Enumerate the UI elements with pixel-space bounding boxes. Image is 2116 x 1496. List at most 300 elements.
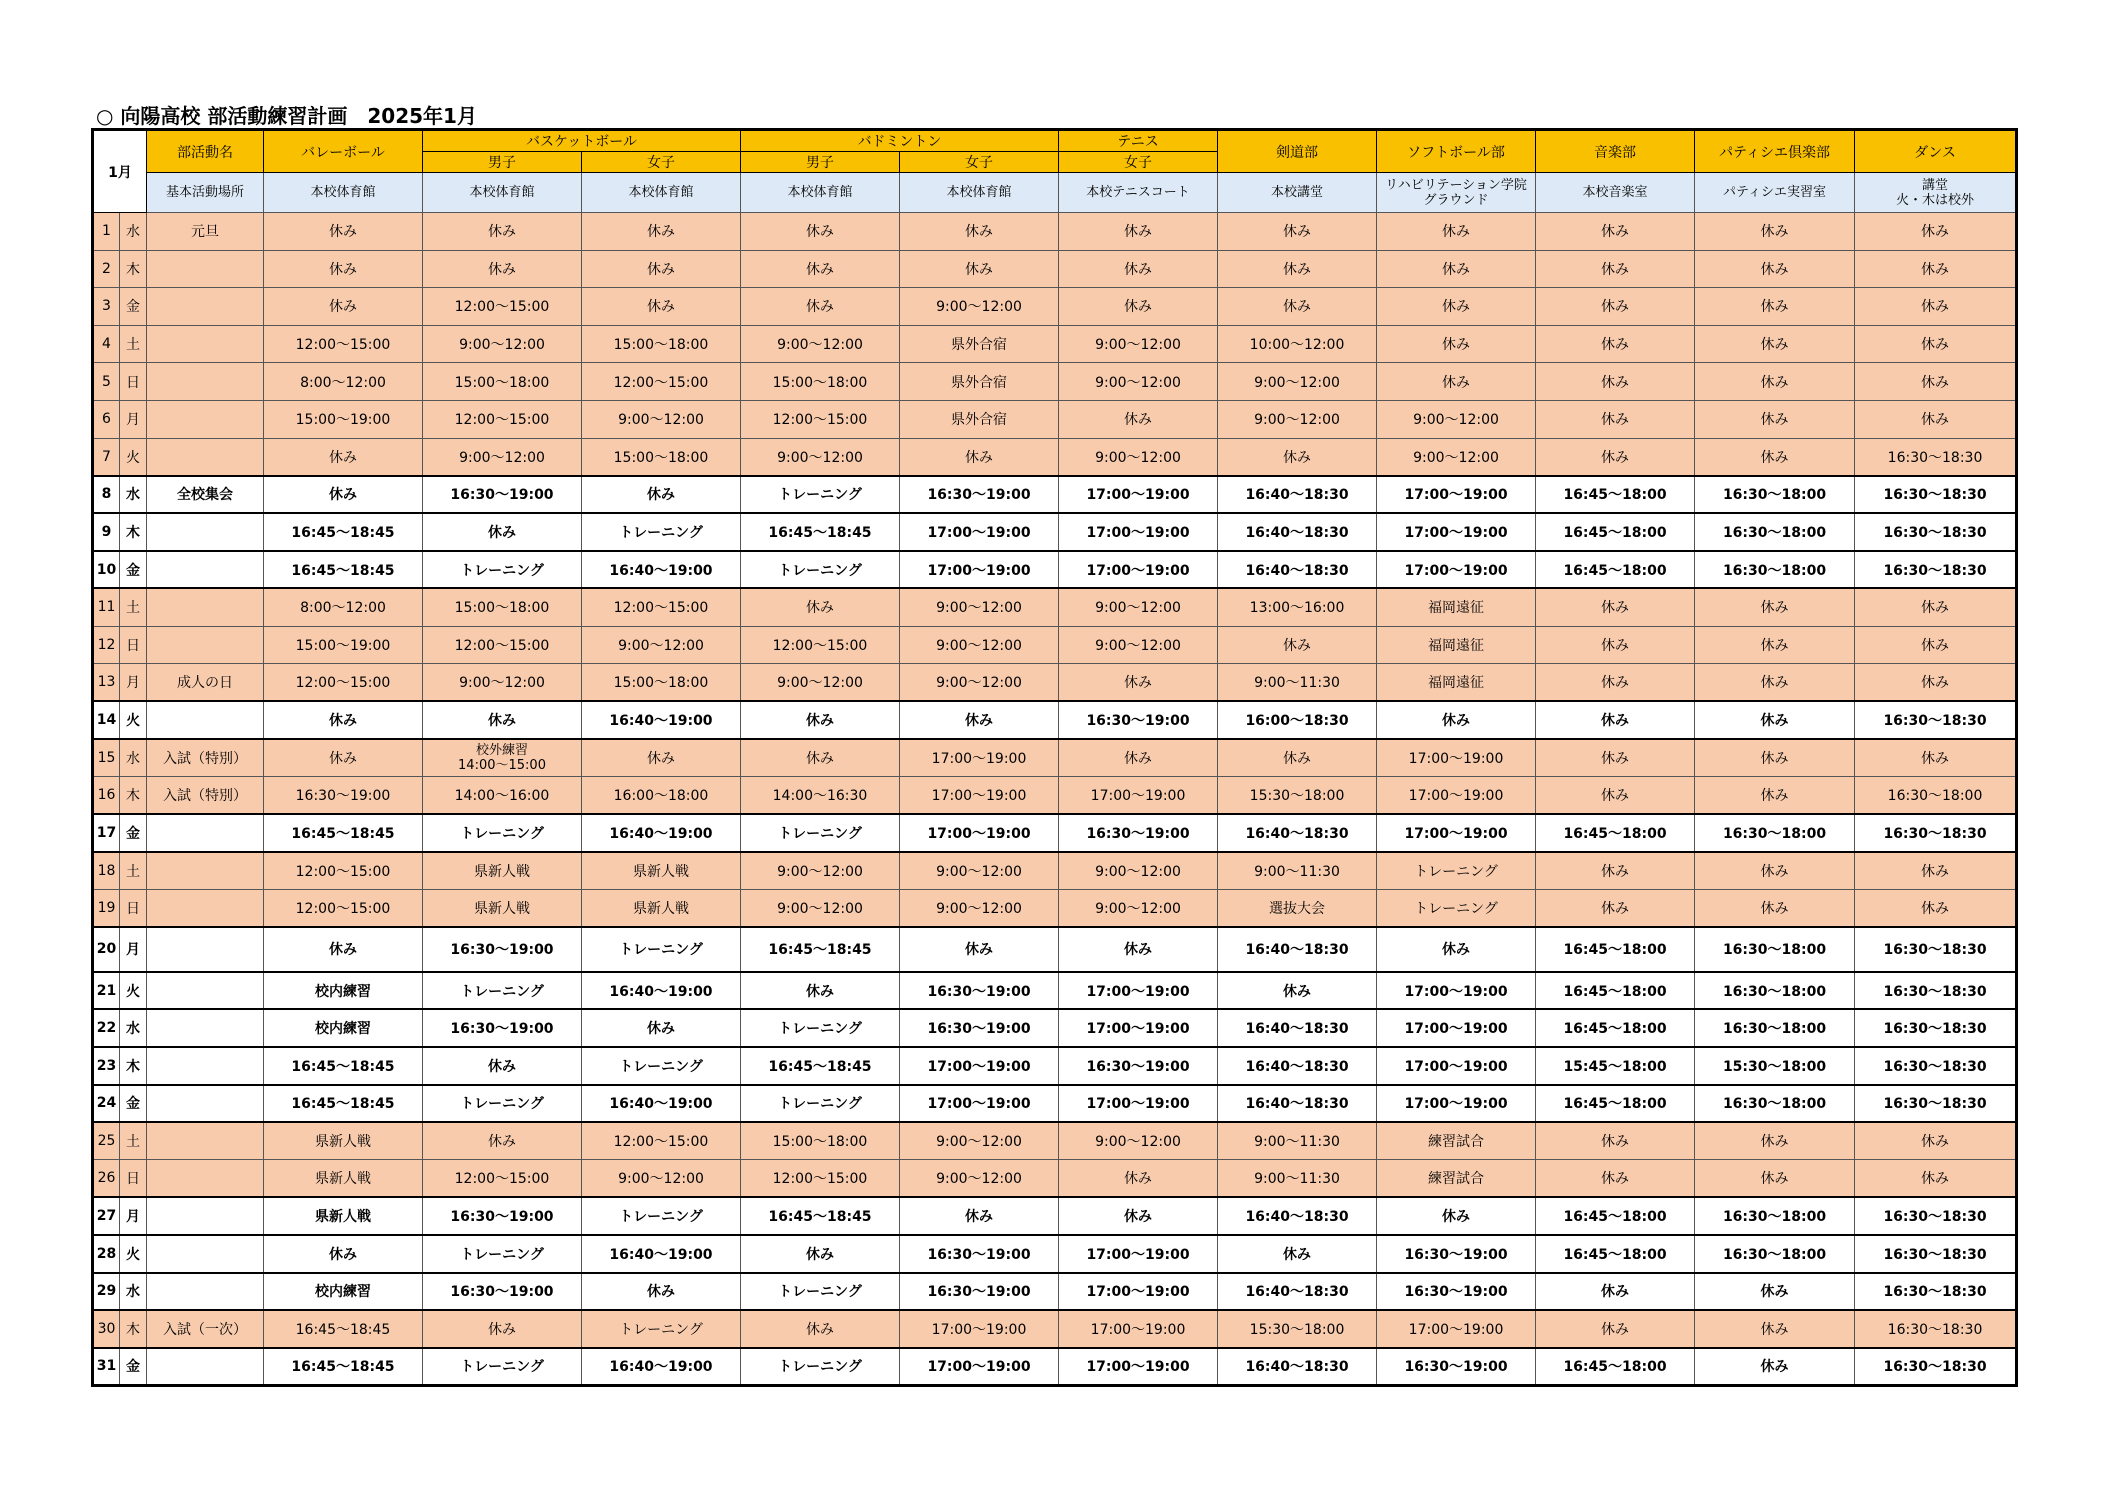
schedule-cell: 17:00～19:00 [1377,1310,1536,1348]
schedule-cell: 休み [1059,739,1218,777]
schedule-cell: 16:40～18:30 [1218,1197,1377,1235]
schedule-cell: 17:00～19:00 [1059,1009,1218,1047]
club-music: 音楽部 [1536,130,1695,173]
schedule-cell: 校内練習 [264,972,423,1010]
day-of-week: 水 [120,476,147,514]
day-number: 22 [93,1009,120,1047]
day-of-week: 土 [120,588,147,626]
schedule-cell: 休み [1695,588,1855,626]
schedule-cell: 休み [1059,250,1218,288]
day-number: 16 [93,776,120,814]
schedule-cell: 16:45～18:00 [1536,551,1695,589]
schedule-cell: 8:00～12:00 [264,363,423,401]
schedule-cell: 休み [582,739,741,777]
schedule-cell: 休み [423,701,582,739]
schedule-cell: 休み [423,1310,582,1348]
schedule-cell: 休み [1218,626,1377,664]
schedule-cell: 休み [1855,588,2017,626]
schedule-cell: 9:00～12:00 [1059,889,1218,927]
club-kendo: 剣道部 [1218,130,1377,173]
day-note [147,1085,264,1123]
schedule-row [93,776,2017,814]
schedule-row [93,588,2017,626]
schedule-cell: 16:30～18:00 [1695,1009,1855,1047]
schedule-cell: 16:30～18:30 [1855,1047,2017,1085]
place-tennis: 本校テニスコート [1059,173,1218,213]
schedule-cell: 16:30～19:00 [900,1009,1059,1047]
schedule-row [93,1122,2017,1160]
schedule-cell: 休み [1059,400,1218,438]
schedule-cell: 16:30～18:00 [1695,1197,1855,1235]
schedule-cell: 休み [900,213,1059,251]
schedule-cell: 休み [1218,1235,1377,1273]
day-note [147,1348,264,1386]
schedule-cell: 校外練習 14:00～15:00 [423,739,582,777]
schedule-cell: 16:45～18:45 [741,1047,900,1085]
schedule-cell: 休み [1855,664,2017,702]
schedule-cell: 16:40～18:30 [1218,927,1377,972]
schedule-cell: 休み [1695,701,1855,739]
schedule-cell: 16:30～19:00 [1059,814,1218,852]
schedule-cell: 休み [1855,626,2017,664]
day-of-week: 水 [120,213,147,251]
schedule-cell: トレーニング [741,551,900,589]
schedule-cell: 16:40～18:30 [1218,1348,1377,1386]
day-number: 10 [93,551,120,589]
schedule-cell: 17:00～19:00 [1059,1273,1218,1311]
schedule-cell: 休み [264,476,423,514]
schedule-cell: 休み [900,250,1059,288]
schedule-row [93,400,2017,438]
schedule-cell: 校内練習 [264,1009,423,1047]
schedule-cell: 16:45～18:45 [741,1197,900,1235]
schedule-cell: 16:30～19:00 [423,1009,582,1047]
schedule-cell: 休み [1377,325,1536,363]
schedule-cell: 休み [900,701,1059,739]
schedule-cell: 16:40～19:00 [582,972,741,1010]
day-note: 元旦 [147,213,264,251]
schedule-cell: 16:40～19:00 [582,1348,741,1386]
club-patissier: パティシエ倶楽部 [1695,130,1855,173]
schedule-cell: 16:45～18:45 [264,513,423,551]
schedule-cell: 17:00～19:00 [1059,476,1218,514]
schedule-cell: 9:00～12:00 [900,852,1059,890]
schedule-cell: 16:30～18:30 [1855,1310,2017,1348]
day-note [147,889,264,927]
schedule-cell: 9:00～12:00 [900,1122,1059,1160]
day-number: 8 [93,476,120,514]
day-number: 11 [93,588,120,626]
day-number: 17 [93,814,120,852]
schedule-cell: 休み [900,1197,1059,1235]
schedule-cell: 9:00～12:00 [582,626,741,664]
schedule-row [93,1160,2017,1198]
schedule-cell: 16:40～19:00 [582,551,741,589]
day-number: 29 [93,1273,120,1311]
day-note: 入試（特別） [147,776,264,814]
schedule-cell: 休み [264,1235,423,1273]
day-number: 2 [93,250,120,288]
schedule-cell: 9:00～11:30 [1218,852,1377,890]
schedule-cell: 15:00～19:00 [264,400,423,438]
schedule-cell: 16:45～18:45 [264,1047,423,1085]
day-of-week: 水 [120,739,147,777]
schedule-cell: 17:00～19:00 [1377,476,1536,514]
schedule-row [93,250,2017,288]
schedule-cell: トレーニング [423,1085,582,1123]
schedule-cell: 16:30～18:30 [1855,1085,2017,1123]
schedule-cell: 休み [1377,1197,1536,1235]
schedule-cell: 休み [1695,626,1855,664]
schedule-cell: 休み [1695,325,1855,363]
place-volley: 本校体育館 [264,173,423,213]
day-note [147,438,264,476]
day-of-week: 木 [120,1047,147,1085]
schedule-cell: 休み [1855,250,2017,288]
schedule-cell: 9:00～12:00 [1377,438,1536,476]
schedule-cell: 休み [1695,739,1855,777]
schedule-cell: 9:00～12:00 [741,438,900,476]
schedule-cell: 17:00～19:00 [900,776,1059,814]
schedule-cell: 9:00～12:00 [741,325,900,363]
schedule-cell: 9:00～11:30 [1218,1122,1377,1160]
schedule-row [93,1348,2017,1386]
day-note [147,927,264,972]
schedule-cell: 17:00～19:00 [1377,776,1536,814]
day-number: 31 [93,1348,120,1386]
schedule-row [93,664,2017,702]
schedule-cell: 17:00～19:00 [1059,1235,1218,1273]
schedule-row [93,889,2017,927]
schedule-cell: 16:45～18:45 [264,1085,423,1123]
schedule-cell: 12:00～15:00 [582,363,741,401]
schedule-cell: 福岡遠征 [1377,664,1536,702]
day-number: 7 [93,438,120,476]
day-note [147,626,264,664]
schedule-cell: 17:00～19:00 [1377,1009,1536,1047]
schedule-cell: 休み [1536,213,1695,251]
schedule-cell: 17:00～19:00 [1059,551,1218,589]
schedule-row [93,852,2017,890]
schedule-cell: トレーニング [423,972,582,1010]
day-number: 21 [93,972,120,1010]
schedule-cell: 休み [264,701,423,739]
club-dance: ダンス [1855,130,2017,173]
schedule-cell: 練習試合 [1377,1160,1536,1198]
day-note [147,1047,264,1085]
schedule-cell: 休み [1695,1160,1855,1198]
schedule-cell: 16:40～19:00 [582,1085,741,1123]
schedule-cell: 16:45～18:00 [1536,1009,1695,1047]
schedule-cell: 10:00～12:00 [1218,325,1377,363]
club-volley: バレーボール [264,130,423,173]
schedule-row [93,438,2017,476]
schedule-cell: トレーニング [741,1085,900,1123]
schedule-cell: 休み [1059,213,1218,251]
schedule-cell: 16:30～19:00 [423,1197,582,1235]
day-note [147,513,264,551]
schedule-cell: 16:00～18:00 [582,776,741,814]
schedule-cell: 12:00～15:00 [423,400,582,438]
schedule-cell: 9:00～11:30 [1218,664,1377,702]
schedule-cell: 17:00～19:00 [1377,739,1536,777]
schedule-cell: 16:30～18:30 [1855,513,2017,551]
schedule-cell: 休み [741,1235,900,1273]
day-of-week: 水 [120,1009,147,1047]
schedule-cell: 16:45～18:00 [1536,972,1695,1010]
schedule-cell: 県新人戦 [264,1122,423,1160]
day-of-week: 日 [120,626,147,664]
club-name-header: 部活動名 [147,130,264,173]
schedule-cell: 15:00～18:00 [582,664,741,702]
day-of-week: 金 [120,288,147,326]
schedule-row [93,513,2017,551]
day-number: 14 [93,701,120,739]
schedule-cell: 16:30～19:00 [264,776,423,814]
schedule-cell: 12:00～15:00 [741,1160,900,1198]
place-label: 基本活動場所 [147,173,264,213]
schedule-cell: 休み [1695,852,1855,890]
schedule-cell: 休み [1855,1122,2017,1160]
schedule-cell: 16:30～18:30 [1855,814,2017,852]
schedule-cell: 15:00～18:00 [741,363,900,401]
schedule-row [93,1197,2017,1235]
schedule-cell: 17:00～19:00 [1059,513,1218,551]
day-note [147,288,264,326]
schedule-cell: 16:30～18:30 [1855,927,2017,972]
day-note [147,551,264,589]
schedule-cell: 14:00～16:30 [741,776,900,814]
schedule-cell: 16:30～18:00 [1695,1235,1855,1273]
schedule-cell: 休み [264,213,423,251]
schedule-cell: 選抜大会 [1218,889,1377,927]
schedule-cell: 休み [264,250,423,288]
schedule-cell: 17:00～19:00 [1059,1085,1218,1123]
schedule-cell: 16:30～19:00 [423,1273,582,1311]
day-number: 24 [93,1085,120,1123]
schedule-cell: 16:30～18:30 [1855,1273,2017,1311]
schedule-cell: 9:00～12:00 [1377,400,1536,438]
schedule-cell: 休み [423,250,582,288]
schedule-cell: 16:30～18:00 [1695,551,1855,589]
schedule-cell: 16:45～18:00 [1536,1197,1695,1235]
day-note: 入試（特別） [147,739,264,777]
schedule-cell: 休み [1059,1197,1218,1235]
schedule-cell: 休み [1695,664,1855,702]
day-of-week: 火 [120,1235,147,1273]
schedule-cell: 15:45～18:00 [1536,1047,1695,1085]
schedule-cell: 9:00～12:00 [1059,325,1218,363]
day-of-week: 金 [120,1085,147,1123]
schedule-cell: 9:00～12:00 [1059,588,1218,626]
schedule-cell: 休み [423,1047,582,1085]
schedule-cell: 休み [1536,852,1695,890]
schedule-cell: 9:00～12:00 [1059,438,1218,476]
day-number: 27 [93,1197,120,1235]
schedule-cell: 休み [582,250,741,288]
schedule-row [93,1235,2017,1273]
schedule-cell: トレーニング [741,814,900,852]
schedule-cell: 県新人戦 [264,1197,423,1235]
schedule-cell: 休み [741,1310,900,1348]
schedule-cell: 16:30～18:00 [1695,513,1855,551]
schedule-cell: 16:45～18:45 [264,1310,423,1348]
day-of-week: 火 [120,701,147,739]
schedule-cell: 休み [1536,1160,1695,1198]
day-note [147,1160,264,1198]
day-note [147,363,264,401]
schedule-cell: 休み [1536,588,1695,626]
day-note [147,701,264,739]
schedule-cell: 休み [1855,1160,2017,1198]
schedule-cell: 12:00～15:00 [741,400,900,438]
schedule-cell: 休み [1855,739,2017,777]
schedule-cell: 16:30～19:00 [900,476,1059,514]
schedule-cell: 16:45～18:00 [1536,513,1695,551]
schedule-cell: 16:30～18:30 [1855,701,2017,739]
schedule-cell: 県新人戦 [423,852,582,890]
schedule-cell: 12:00～15:00 [264,325,423,363]
day-of-week: 日 [120,1160,147,1198]
schedule-cell: 休み [1536,1122,1695,1160]
schedule-row [93,739,2017,777]
schedule-cell: 休み [1855,325,2017,363]
schedule-cell: 12:00～15:00 [423,288,582,326]
schedule-cell: 休み [1377,363,1536,401]
schedule-cell: 15:00～18:00 [582,325,741,363]
schedule-cell: 休み [582,476,741,514]
schedule-cell: 休み [1218,213,1377,251]
schedule-cell: 16:45～18:45 [264,551,423,589]
schedule-row [93,1047,2017,1085]
schedule-cell: 休み [1536,889,1695,927]
schedule-cell: 16:30～18:00 [1695,476,1855,514]
schedule-cell: 県外合宿 [900,325,1059,363]
schedule-cell: 休み [582,1009,741,1047]
schedule-cell: 15:00～19:00 [264,626,423,664]
club-tennis: テニス [1059,130,1218,152]
schedule-cell: 休み [1855,213,2017,251]
schedule-row [93,927,2017,972]
schedule-cell: 休み [1695,1273,1855,1311]
schedule-cell: 17:00～19:00 [900,1348,1059,1386]
day-of-week: 土 [120,852,147,890]
schedule-cell: 16:30～19:00 [900,1273,1059,1311]
schedule-cell: 休み [264,438,423,476]
schedule-row [93,1310,2017,1348]
schedule-cell: 休み [1695,1348,1855,1386]
schedule-cell: 16:40～18:30 [1218,476,1377,514]
schedule-cell: 17:00～19:00 [1059,776,1218,814]
schedule-cell: 9:00～12:00 [741,852,900,890]
schedule-cell: 17:00～19:00 [1377,551,1536,589]
day-of-week: 土 [120,325,147,363]
schedule-cell: 休み [900,927,1059,972]
schedule-cell: トレーニング [423,1348,582,1386]
schedule-cell: 16:30～18:30 [1855,1235,2017,1273]
schedule-cell: 16:45～18:00 [1536,1085,1695,1123]
schedule-cell: 休み [582,1273,741,1311]
schedule-cell: 16:40～18:30 [1218,1009,1377,1047]
schedule-cell: 12:00～15:00 [264,664,423,702]
schedule-cell: 9:00～12:00 [900,626,1059,664]
schedule-cell: 17:00～19:00 [1377,1047,1536,1085]
schedule-cell: 休み [1218,288,1377,326]
schedule-cell: 16:40～18:30 [1218,551,1377,589]
schedule-cell: 16:30～18:30 [1855,1348,2017,1386]
schedule-cell: 16:45～18:00 [1536,476,1695,514]
schedule-row [93,626,2017,664]
schedule-cell: 17:00～19:00 [1059,1310,1218,1348]
schedule-cell: 16:40～19:00 [582,701,741,739]
schedule-cell: 9:00～12:00 [741,664,900,702]
schedule-cell: 12:00～15:00 [264,889,423,927]
schedule-cell: 休み [1536,1273,1695,1311]
day-of-week: 月 [120,664,147,702]
day-number: 23 [93,1047,120,1085]
month-cell: 1月 [93,130,147,213]
club-softball: ソフトボール部 [1377,130,1536,173]
schedule-cell: トレーニング [1377,852,1536,890]
day-of-week: 月 [120,400,147,438]
schedule-cell: 16:40～18:30 [1218,1047,1377,1085]
schedule-cell: 9:00～12:00 [1218,400,1377,438]
schedule-cell: 15:00～18:00 [582,438,741,476]
schedule-cell: 16:30～19:00 [423,927,582,972]
schedule-cell: トレーニング [582,1047,741,1085]
day-of-week: 木 [120,1310,147,1348]
schedule-cell: 16:30～18:30 [1855,1009,2017,1047]
schedule-cell: 17:00～19:00 [900,1047,1059,1085]
schedule-cell: 県新人戦 [582,852,741,890]
day-of-week: 火 [120,438,147,476]
day-number: 5 [93,363,120,401]
schedule-cell: 17:00～19:00 [1377,1085,1536,1123]
club-basket: バスケットボール [423,130,741,152]
schedule-cell: 休み [1536,776,1695,814]
schedule-row [93,476,2017,514]
schedule-row [93,1009,2017,1047]
day-of-week: 木 [120,513,147,551]
schedule-cell: トレーニング [582,1197,741,1235]
schedule-cell: 17:00～19:00 [1377,972,1536,1010]
day-note: 全校集会 [147,476,264,514]
schedule-cell: 9:00～12:00 [900,288,1059,326]
schedule-cell: 休み [1855,852,2017,890]
schedule-cell: 休み [1059,664,1218,702]
schedule-cell: 休み [1695,1310,1855,1348]
day-note [147,1273,264,1311]
schedule-cell: 休み [264,739,423,777]
day-note [147,1009,264,1047]
schedule-cell: 16:30～18:00 [1695,927,1855,972]
schedule-cell: 休み [1695,213,1855,251]
day-note [147,1197,264,1235]
schedule-cell: 17:00～19:00 [900,513,1059,551]
schedule-cell: 15:00～18:00 [423,363,582,401]
day-note [147,588,264,626]
schedule-cell: 16:30～19:00 [900,1235,1059,1273]
schedule-cell: 練習試合 [1377,1122,1536,1160]
schedule-cell: 福岡遠征 [1377,588,1536,626]
schedule-cell: 9:00～12:00 [582,1160,741,1198]
day-number: 26 [93,1160,120,1198]
schedule-cell: 12:00～15:00 [582,588,741,626]
tennis-female: 女子 [1059,152,1218,173]
schedule-cell: 16:30～19:00 [1377,1235,1536,1273]
schedule-cell: 16:30～18:00 [1695,1085,1855,1123]
schedule-row [93,1085,2017,1123]
